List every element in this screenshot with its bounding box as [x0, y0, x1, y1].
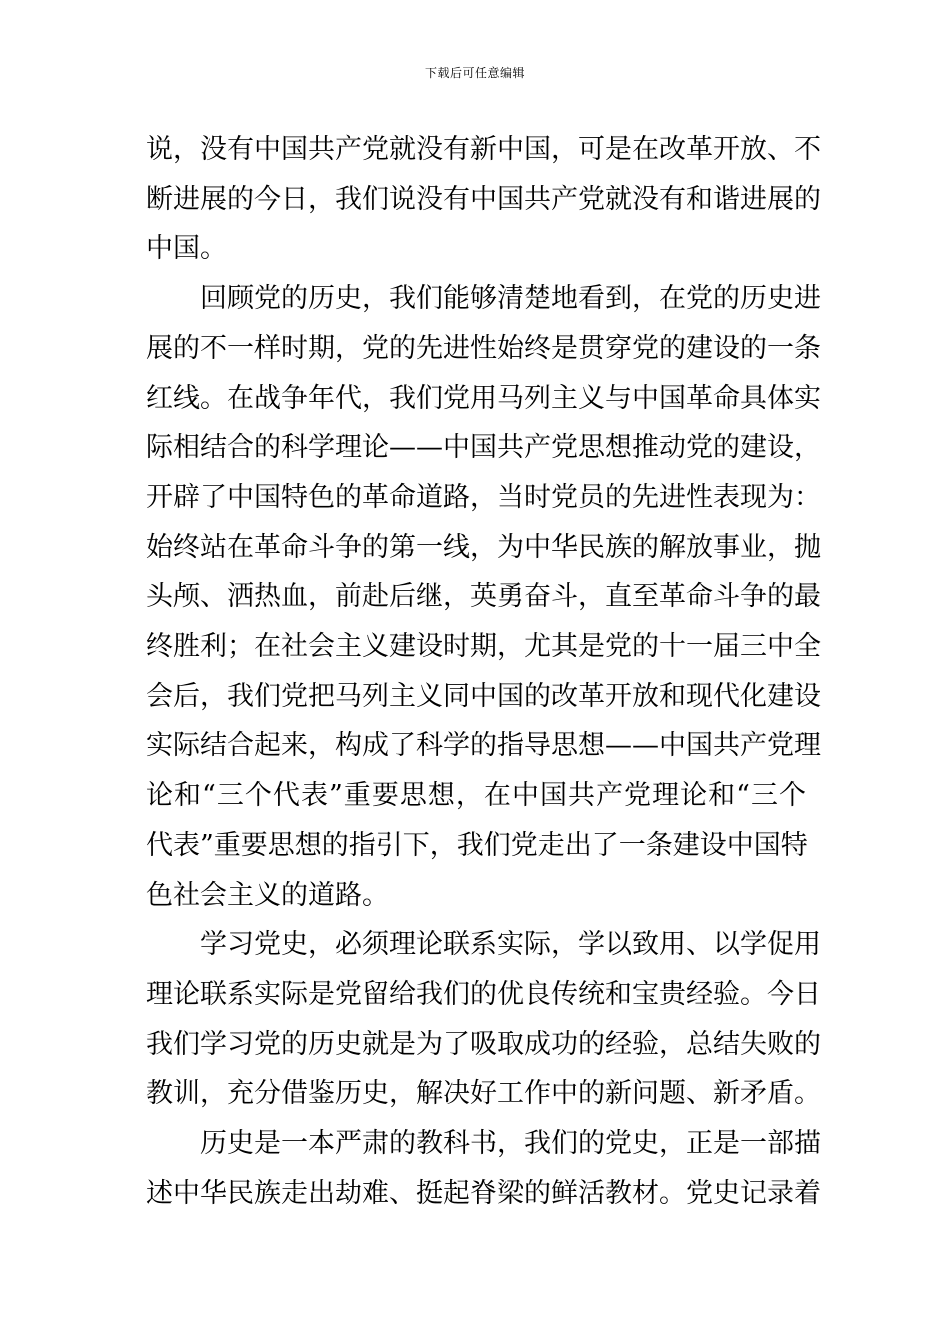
text-line: 理论联系实际是党留给我们的优良传统和宝贵经验。今日: [146, 978, 821, 1010]
text-line: 教训，充分借鉴历史，解决好工作中的新问题、新矛盾。: [146, 1078, 821, 1110]
text-line: 述中华民族走出劫难、挺起脊梁的鲜活教材。党史记录着: [146, 1177, 821, 1209]
text-line: 红线。在战争年代，我们党用马列主义与中国革命具体实: [146, 382, 821, 414]
text-line: 断进展的今日，我们说没有中国共产党就没有和谐进展的: [146, 183, 821, 215]
paragraph-2: [146, 274, 821, 920]
text-line: 回顾党的历史，我们能够清楚地看到，在党的历史进: [200, 283, 821, 315]
text-line: 会后，我们党把马列主义同中国的改革开放和现代化建设: [146, 680, 821, 712]
text-line: 际相结合的科学理论——中国共产党思想推动党的建设，: [146, 432, 821, 464]
text-line: 实际结合起来，构成了科学的指导思想——中国共产党理: [146, 730, 821, 762]
text-line: 学习党史，必须理论联系实际，学以致用、以学促用: [200, 929, 821, 961]
text-line: 历史是一本严肃的教科书，我们的党史，正是一部描: [200, 1128, 821, 1160]
text-line: 代表”重要思想的指引下，我们党走出了一条建设中国特: [146, 829, 808, 861]
paragraph-4: [146, 1119, 821, 1218]
text-line: 开辟了中国特色的革命道路，当时党员的先进性表现为：: [146, 481, 821, 513]
text-line: 始终站在革命斗争的第一线，为中华民族的解放事业，抛: [146, 531, 821, 563]
text-line: 终胜利；在社会主义建设时期，尤其是党的十一届三中全: [146, 631, 821, 663]
paragraph-1: [146, 125, 821, 274]
text-line: 色社会主义的道路。: [146, 879, 389, 911]
text-line: 头颅、洒热血，前赴后继，英勇奋斗，直至革命斗争的最: [146, 581, 821, 613]
page-header: 下载后可任意编辑: [424, 66, 525, 80]
text-line: 我们学习党的历史就是为了吸取成功的经验，总结失败的: [146, 1028, 821, 1060]
text-line: 中国。: [146, 233, 227, 265]
text-line: 论和“三个代表”重要思想，在中国共产党理论和“三个: [146, 780, 806, 812]
text-line: 说，没有中国共产党就没有新中国，可是在改革开放、不: [146, 134, 821, 165]
text-line: 展的不一样时期，党的先进性始终是贯穿党的建设的一条: [146, 332, 821, 364]
document-body: [146, 125, 821, 1218]
paragraph-3: [146, 920, 821, 1119]
